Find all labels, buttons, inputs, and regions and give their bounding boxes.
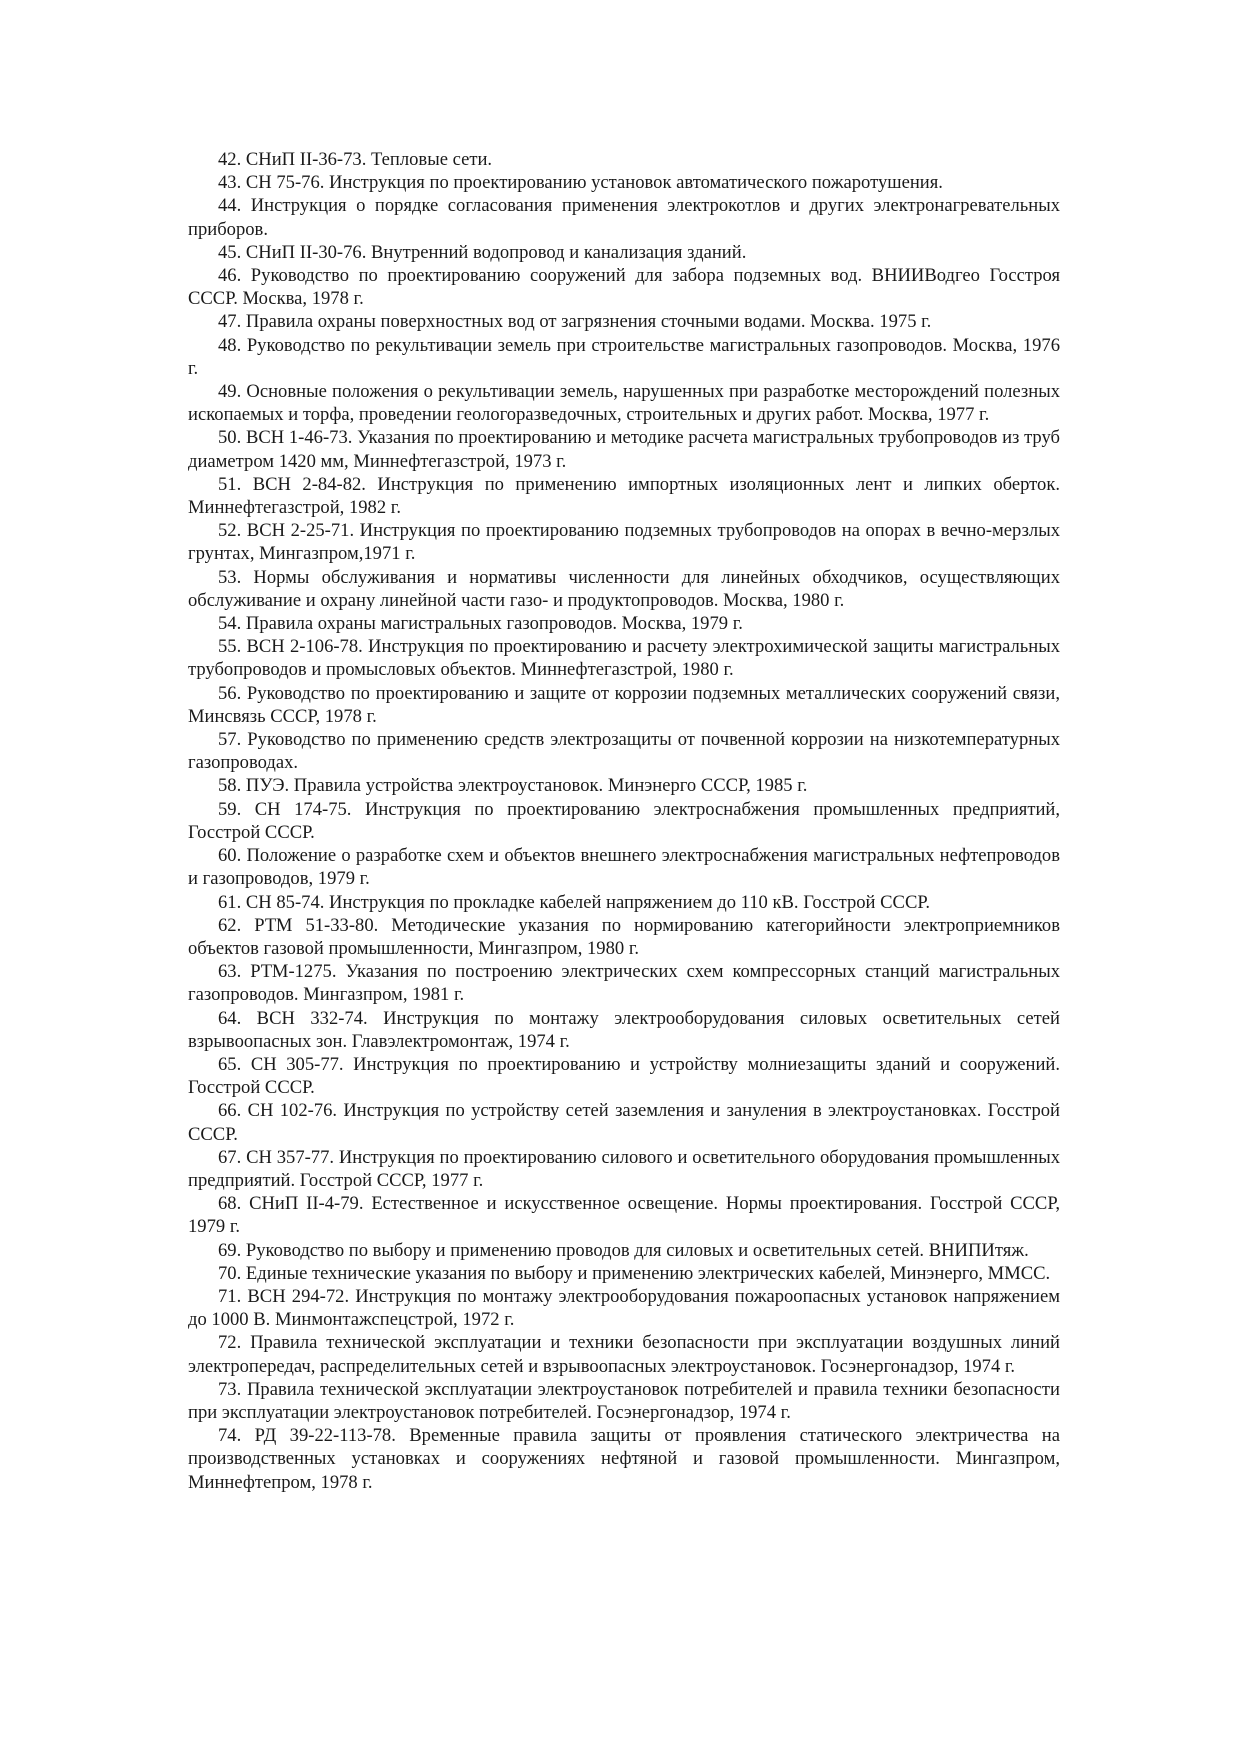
reference-item: 53. Нормы обслуживания и нормативы численности для линейных обходчиков, осуществляющих обслуживание и охрану линейной части газо- и продуктопроводов. Москва, 1980 г.	[188, 566, 1060, 611]
reference-item: 52. ВСН 2-25-71. Инструкция по проектированию подземных трубопроводов на опорах в вечно-мерзлых грунтах, Мингазпром,1971 г.	[188, 520, 1060, 565]
reference-item: 57. Руководство по применению средств электрозащиты от почвенной коррозии на низкотемпературных газопроводах.	[188, 729, 1060, 774]
reference-item: 54. Правила охраны магистральных газопроводов. Москва, 1979 г.	[218, 613, 743, 635]
reference-item: 59. СН 174-75. Инструкция по проектированию электроснабжения промышленных предприятий, Госстрой СССР.	[188, 798, 1060, 843]
reference-item: 49. Основные положения о рекультивации земель, нарушенных при разработке месторождений полезных ископаемых и торфа, проведении геологоразведочных, строительных и других работ. Москва, 1977 г.	[188, 381, 1060, 426]
reference-item: 73. Правила технической эксплуатации электроустановок потребителей и правила техники безопасности при эксплуатации электроустановок потребителей. Госэнергонадзор, 1974 г.	[188, 1378, 1060, 1423]
reference-item: 47. Правила охраны поверхностных вод от загрязнения сточными водами. Москва. 1975 г.	[218, 311, 932, 333]
reference-item: 56. Руководство по проектированию и защите от коррозии подземных металлических сооружений связи, Минсвязь СССР, 1978 г.	[188, 682, 1060, 727]
reference-item: 55. ВСН 2-106-78. Инструкция по проектированию и расчету электрохимической защиты магистральных трубопроводов и промысловых объектов. Миннефтегазстрой, 1980 г.	[188, 636, 1060, 681]
reference-item: 48. Руководство по рекультивации земель при строительстве магистральных газопроводов. Москва, 1976 г.	[188, 334, 1060, 379]
reference-item: 45. СНиП II-30-76. Внутренний водопровод и канализация зданий.	[218, 241, 747, 263]
reference-item: 72. Правила технической эксплуатации и техники безопасности при эксплуатации воздушных линий электропередач, распределительных сетей и взрывоопасных электроустановок. Госэнергонадзор, 1974 г.	[188, 1332, 1060, 1377]
reference-item: 66. СН 102-76. Инструкция по устройству сетей заземления и зануления в электроустановках. Госстрой СССР.	[188, 1100, 1060, 1145]
reference-item: 58. ПУЭ. Правила устройства электроустановок. Минэнерго СССР, 1985 г.	[218, 775, 808, 797]
reference-item: 44. Инструкция о порядке согласования применения электрокотлов и других электронагревательных приборов.	[188, 195, 1060, 240]
reference-item: 60. Положение о разработке схем и объектов внешнего электроснабжения магистральных нефтепроводов и газопроводов, 1979 г.	[188, 845, 1060, 890]
reference-item: 63. РТМ-1275. Указания по построению электрических схем компрессорных станций магистральных газопроводов. Мингазпром, 1981 г.	[188, 961, 1060, 1006]
reference-item: 51. ВСН 2-84-82. Инструкция по применению импортных изоляционных лент и липких оберток. Миннефтегазстрой, 1982 г.	[188, 473, 1060, 519]
reference-item: 74. РД 39-22-113-78. Временные правила защиты от проявления статического электричества на производственных установках и сооружениях нефтяной и газовой промышленности. Мингазпром, Миннефтепром, 1978 г.	[188, 1425, 1060, 1493]
reference-item: 68. СНиП II-4-79. Естественное и искусственное освещение. Нормы проектирования. Госстрой СССР, 1979 г.	[188, 1193, 1060, 1238]
reference-item: 42. СНиП II-36-73. Тепловые сети.	[218, 149, 493, 170]
reference-item: 64. ВСН 332-74. Инструкция по монтажу электрооборудования силовых осветительных сетей взрывоопасных зон. Главэлектромонтаж, 1974 г.	[188, 1007, 1060, 1052]
reference-item: 61. СН 85-74. Инструкция по прокладке кабелей напряжением до 110 кВ. Госстрой СССР.	[218, 891, 931, 913]
reference-item: 50. ВСН 1-46-73. Указания по проектированию и методике расчета магистральных трубопроводов из труб диаметром 1420 мм, Миннефтегазстрой, 1973 г.	[188, 427, 1060, 472]
reference-item: 46. Руководство по проектированию сооружений для забора подземных вод. ВНИИВодгео Госстроя СССР. Москва, 1978 г.	[188, 265, 1060, 310]
reference-item: 43. СН 75-76. Инструкция по проектированию установок автоматического пожаротушения.	[218, 172, 943, 194]
reference-item: 69. Руководство по выбору и применению проводов для силовых и осветительных сетей. ВНИПИтяж.	[218, 1239, 1029, 1261]
reference-item: 65. СН 305-77. Инструкция по проектированию и устройству молниезащиты зданий и сооружений. Госстрой СССР.	[188, 1053, 1060, 1099]
reference-item: 62. РТМ 51-33-80. Методические указания по нормированию категорийности электроприемников объектов газовой промышленности, Мингазпром, 1980 г.	[188, 914, 1060, 959]
reference-item: 70. Единые технические указания по выбору и применению электрических кабелей, Минэнерго, ММСС.	[218, 1262, 1051, 1284]
reference-item: 71. ВСН 294-72. Инструкция по монтажу электрооборудования пожароопасных установок напряжением до 1000 В. Минмонтажспецстрой, 1972 г.	[188, 1285, 1060, 1331]
reference-item: 67. СН 357-77. Инструкция по проектированию силового и осветительного оборудования промышленных предприятий. Госстрой СССР, 1977 г.	[188, 1146, 1060, 1191]
reference-list	[188, 148, 1060, 1494]
